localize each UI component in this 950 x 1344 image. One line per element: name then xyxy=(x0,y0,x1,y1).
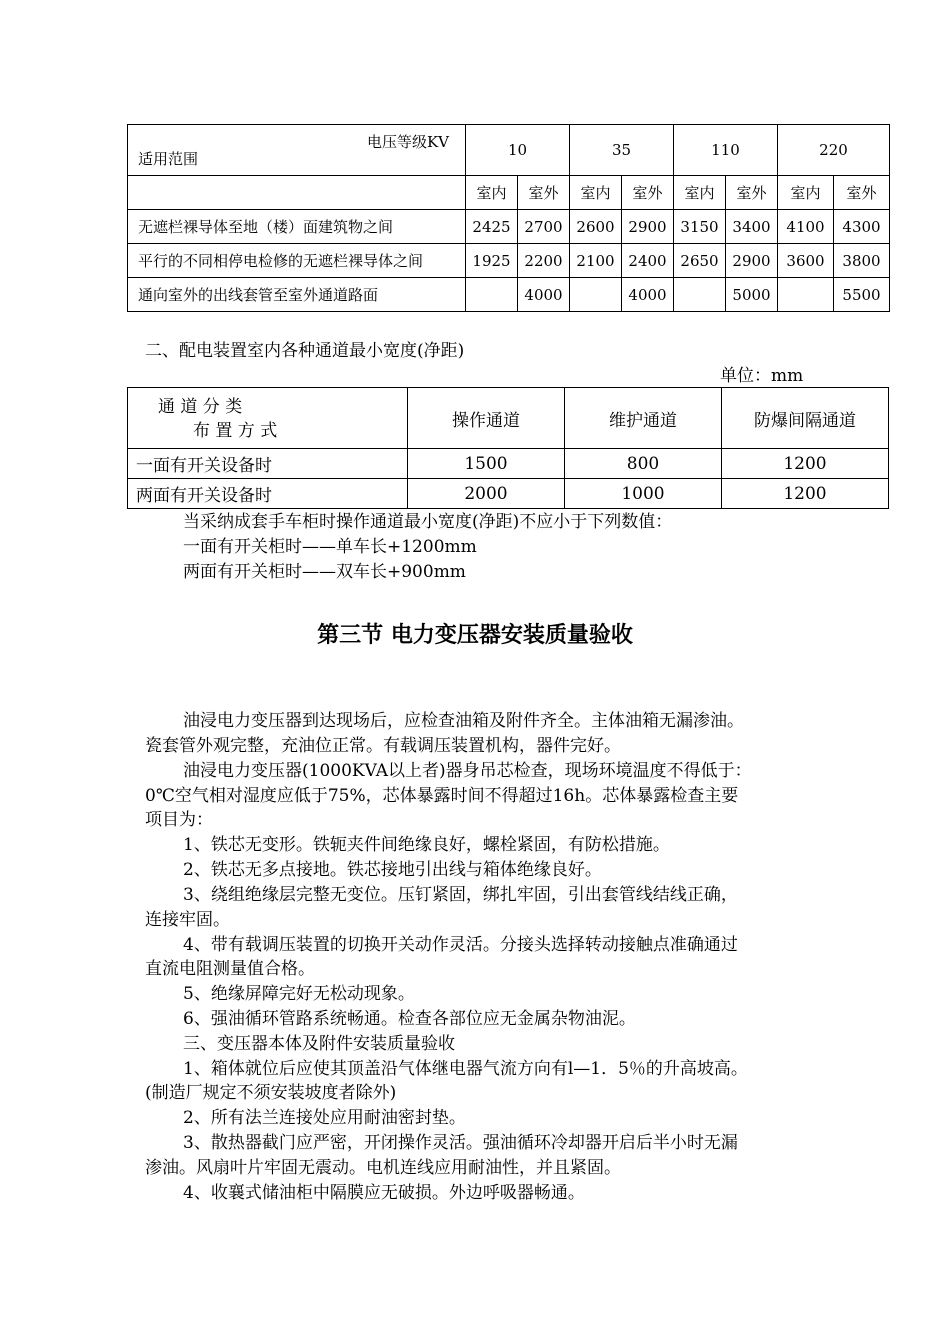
table2-corner xyxy=(128,388,408,449)
cell: 2400 xyxy=(622,244,674,278)
row-label: 通向室外的出线套管至室外通道路面 xyxy=(128,278,466,312)
body-line: 4、带有载调压装置的切换开关动作灵活。分接头选择转动接触点准确通过 xyxy=(183,935,738,955)
cell: 2650 xyxy=(674,244,726,278)
cell: 5000 xyxy=(726,278,778,312)
indoor-10: 室内 xyxy=(466,176,518,210)
corner-bottom: 布 置 方 式 xyxy=(193,421,278,441)
outdoor-110: 室外 xyxy=(726,176,778,210)
cell: 3400 xyxy=(726,210,778,244)
body-line: 连接牢固。 xyxy=(145,910,230,930)
outdoor-35: 室外 xyxy=(622,176,674,210)
col-maintenance: 维护通道 xyxy=(565,388,722,449)
body-line: 渗油。风扇叶片牢固无震动。电机连线应用耐油性，并且紧固。 xyxy=(145,1158,621,1178)
voltage-10: 10 xyxy=(466,125,570,176)
cell: 2425 xyxy=(466,210,518,244)
outdoor-220: 室外 xyxy=(834,176,890,210)
cell: 1500 xyxy=(408,449,565,479)
cell xyxy=(778,278,834,312)
body-line: 4、收襄式储油柜中隔膜应无破损。外边呼吸器畅通。 xyxy=(183,1183,585,1203)
note-line: 当采纳成套手车柜时操作通道最小宽度(净距)不应小于下列数值： xyxy=(183,512,673,532)
unit-label: 单位：mm xyxy=(720,366,804,386)
body-line: 5、绝缘屏障完好无松动现象。 xyxy=(183,984,415,1004)
cell: 1200 xyxy=(722,449,889,479)
cell: 5500 xyxy=(834,278,890,312)
body-line: 2、铁芯无多点接地。铁芯接地引出线与箱体绝缘良好。 xyxy=(183,860,602,880)
body-line: 1、铁芯无变形。铁轭夹件间绝缘良好，螺栓紧固，有防松措施。 xyxy=(183,835,670,855)
cell xyxy=(570,278,622,312)
cell: 1000 xyxy=(565,479,722,509)
body-line: 项目为： xyxy=(145,810,213,830)
passage-width-table xyxy=(127,387,889,509)
table-row xyxy=(128,278,890,312)
cell: 1200 xyxy=(722,479,889,509)
row-label: 两面有开关设备时 xyxy=(128,479,408,509)
cell: 2100 xyxy=(570,244,622,278)
cell: 1925 xyxy=(466,244,518,278)
indoor-110: 室内 xyxy=(674,176,726,210)
body-line: 油浸电力变压器到达现场后，应检查油箱及附件齐全。主体油箱无漏渗油。 xyxy=(183,711,744,731)
cell: 4000 xyxy=(518,278,570,312)
indoor-220: 室内 xyxy=(778,176,834,210)
indoor-35: 室内 xyxy=(570,176,622,210)
note-line: 两面有开关柜时——双车长+900mm xyxy=(183,562,466,582)
voltage-110: 110 xyxy=(674,125,778,176)
blank-cell xyxy=(128,176,466,210)
body-line: 6、强油循环管路系统畅通。检查各部位应无金属杂物油泥。 xyxy=(183,1009,636,1029)
cell: 3800 xyxy=(834,244,890,278)
note-line: 一面有开关柜时——单车长+1200mm xyxy=(183,537,477,557)
table-row xyxy=(128,244,890,278)
cell: 3150 xyxy=(674,210,726,244)
body-line: 三、变压器本体及附件安装质量验收 xyxy=(183,1034,455,1054)
row-label: 无遮栏裸导体至地（楼）面建筑物之间 xyxy=(128,210,466,244)
outdoor-10: 室外 xyxy=(518,176,570,210)
body-line: 0℃空气相对湿度应低于75%，芯体暴露时间不得超过16h。芯体暴露检查主要 xyxy=(145,786,739,806)
body-line: 3、散热器截门应严密，开闭操作灵活。强油循环冷却器开启后半小时无漏 xyxy=(183,1133,738,1153)
voltage-label: 电压等级KV xyxy=(366,133,449,151)
cell: 800 xyxy=(565,449,722,479)
table-row xyxy=(128,479,889,509)
row-label: 平行的不同相停电检修的无遮栏裸导体之间 xyxy=(128,244,466,278)
cell xyxy=(466,278,518,312)
col-explosion: 防爆间隔通道 xyxy=(722,388,889,449)
body-line: (制造厂规定不须安装坡度者除外) xyxy=(145,1083,397,1103)
cell xyxy=(674,278,726,312)
section2-title: 二、配电装置室内各种通道最小宽度(净距) xyxy=(145,341,465,361)
voltage-220: 220 xyxy=(778,125,890,176)
cell: 2600 xyxy=(570,210,622,244)
cell: 2900 xyxy=(622,210,674,244)
cell: 2700 xyxy=(518,210,570,244)
corner-top: 通 道 分 类 xyxy=(158,397,243,417)
table1-corner xyxy=(128,125,466,176)
table-row xyxy=(128,449,889,479)
cell: 3600 xyxy=(778,244,834,278)
body-line: 1、箱体就位后应使其顶盖沿气体继电器气流方向有l—1．5％的升高坡高。 xyxy=(183,1059,748,1079)
body-line: 3、绕组绝缘层完整无变位。压钉紧固，绑扎牢固，引出套管线结线正确， xyxy=(183,885,738,905)
table-row xyxy=(128,210,890,244)
scope-label: 适用范围 xyxy=(138,150,199,168)
row-label: 一面有开关设备时 xyxy=(128,449,408,479)
clearance-table xyxy=(127,124,890,312)
body-line: 直流电阻测量值合格。 xyxy=(145,959,315,979)
body-line: 瓷套管外观完整，充油位正常。有载调压装置机构，器件完好。 xyxy=(145,736,621,756)
section-heading: 第三节 电力变压器安装质量验收 xyxy=(317,623,633,648)
cell: 2000 xyxy=(408,479,565,509)
cell: 2200 xyxy=(518,244,570,278)
cell: 2900 xyxy=(726,244,778,278)
cell: 4100 xyxy=(778,210,834,244)
col-operation: 操作通道 xyxy=(408,388,565,449)
voltage-35: 35 xyxy=(570,125,674,176)
cell: 4000 xyxy=(622,278,674,312)
cell: 4300 xyxy=(834,210,890,244)
body-line: 油浸电力变压器(1000KVA以上者)器身吊芯检查，现场环境温度不得低于： xyxy=(183,761,752,781)
body-line: 2、所有法兰连接处应用耐油密封垫。 xyxy=(183,1108,466,1128)
